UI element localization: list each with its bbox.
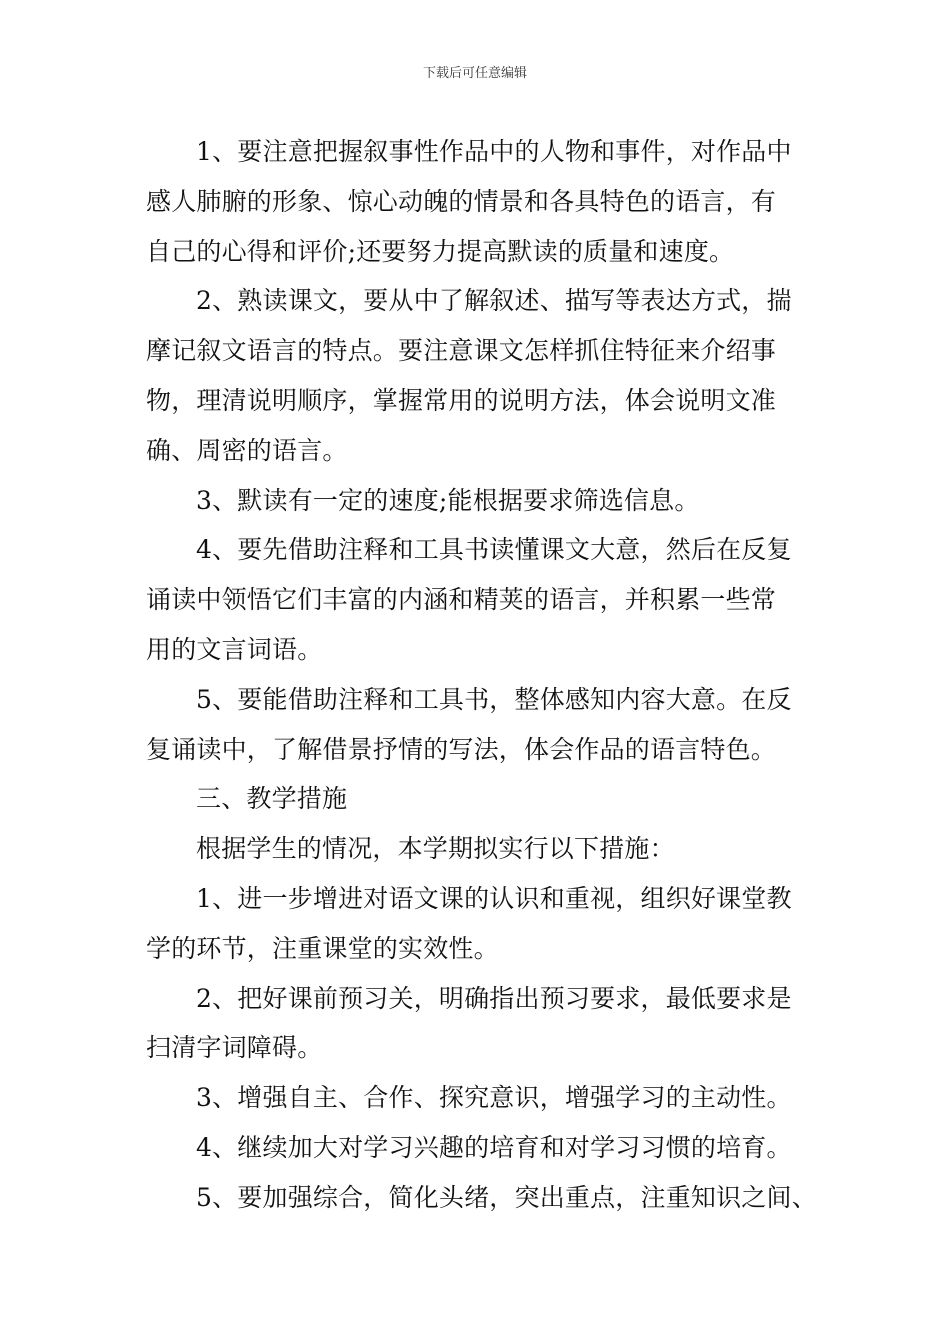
paragraph-line: 2、熟读课文，要从中了解叙述、描写等表达方式，揣 <box>196 286 792 316</box>
page-header: 下载后可任意编辑 <box>422 66 527 81</box>
paragraph-line: 确、周密的语言。 <box>146 435 348 465</box>
paragraph-line: 4、要先借助注释和工具书读懂课文大意，然后在反复 <box>196 535 792 565</box>
paragraph-line: 3、增强自主、合作、探究意识，增强学习的主动性。 <box>196 1083 792 1113</box>
paragraph-line: 感人肺腑的形象、惊心动魄的情景和各具特色的语言，有 <box>146 186 777 216</box>
paragraph-line: 根据学生的情况，本学期拟实行以下措施： <box>196 834 675 864</box>
paragraph-line: 3、默读有一定的速度;能根据要求筛选信息。 <box>196 485 700 515</box>
document-body <box>146 127 826 1223</box>
paragraph-line: 学的环节，注重课堂的实效性。 <box>146 933 499 963</box>
section-heading: 三、教学措施 <box>196 784 348 814</box>
paragraph-line: 自己的心得和评价;还要努力提高默读的质量和速度。 <box>146 236 735 266</box>
paragraph-line: 4、继续加大对学习兴趣的培育和对学习习惯的培育。 <box>196 1132 792 1162</box>
paragraph-line: 1、进一步增进对语文课的认识和重视，组织好课堂教 <box>196 883 792 913</box>
paragraph-line: 用的文言词语。 <box>146 634 323 664</box>
paragraph-line: 诵读中领悟它们丰富的内涵和精荚的语言，并积累一些常 <box>146 585 777 615</box>
paragraph-line: 物，理清说明顺序，掌握常用的说明方法，体会说明文准 <box>146 385 777 415</box>
paragraph-line: 1、要注意把握叙事性作品中的人物和事件，对作品中 <box>196 137 792 166</box>
paragraph-line: 5、要能借助注释和工具书，整体感知内容大意。在反 <box>196 684 792 714</box>
paragraph-line: 5、要加强综合，简化头绪，突出重点，注重知识之间、 <box>196 1182 817 1212</box>
paragraph-line: 扫清字词障碍。 <box>146 1033 323 1063</box>
paragraph-line: 复诵读中，了解借景抒情的写法，体会作品的语言特色。 <box>146 734 777 764</box>
paragraph-line: 2、把好课前预习关，明确指出预习要求，最低要求是 <box>196 983 792 1013</box>
paragraph-line: 摩记叙文语言的特点。要注意课文怎样抓住特征来介绍事 <box>146 336 777 366</box>
